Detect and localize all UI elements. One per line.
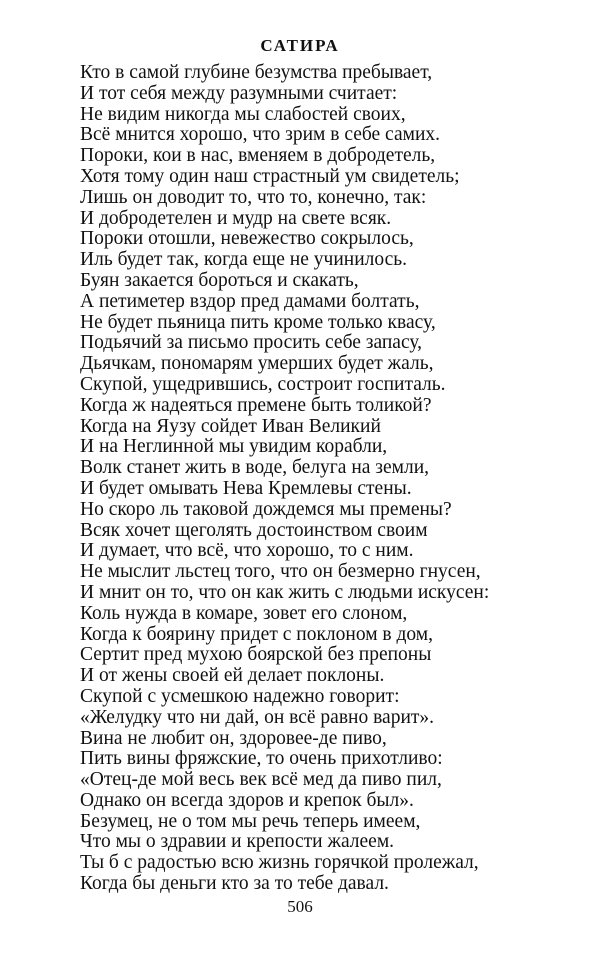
- poem-line: Когда на Яузу сойдет Иван Великий: [80, 415, 381, 437]
- page-number: 506: [287, 897, 313, 916]
- poem-line: Однако он всегда здоров и крепок был».: [80, 789, 414, 811]
- poem-line: Кто в самой глубине безумства пребывает,: [80, 62, 433, 83]
- poem-line: Когда бы деньги кто за то тебе давал.: [80, 873, 389, 895]
- poem-line: Но скоро ль таковой дождемся мы премены?: [80, 498, 452, 520]
- poem-line: И будет омывать Нева Кремлевы стены.: [80, 477, 412, 499]
- poem-line: И мнит он то, что он как жить с людьми искусен:: [80, 581, 490, 603]
- poem-line: Не мыслит льстец того, что он безмерно гнусен,: [80, 561, 481, 583]
- poem-line: И добродетелен и мудр на свете всяк.: [80, 207, 392, 229]
- poem-line: «Желудку что ни дай, он всё равно варит».: [80, 706, 435, 728]
- poem-line: Всяк хочет щеголять достоинством своим: [80, 519, 428, 541]
- poem-line: И думает, что всё, что хорошо, то с ним.: [80, 540, 414, 562]
- poem-body: [80, 63, 590, 895]
- poem-line: И на Неглинной мы увидим корабли,: [80, 436, 388, 458]
- poem-line: Когда ж надеяться премене быть толикой?: [80, 394, 432, 416]
- poem-line: И тот себя между разумными считает:: [80, 82, 398, 104]
- poem-line: Скупой, ущедрившись, сострoит госпиталь.: [80, 373, 446, 395]
- poem-line: Волк станет жить в воде, белуга на земли,: [80, 457, 430, 479]
- poem-line: А петиметер вздор пред дамами болтать,: [80, 290, 420, 312]
- poem-line: Иль будет так, когда еще не учинилось.: [80, 249, 408, 271]
- poem-line: Коль нужда в комаре, зовет его слоном,: [80, 602, 408, 624]
- poem-line: Безумец, не о том мы речь теперь имеем,: [80, 810, 421, 832]
- poem-line: Ты б с радостью всю жизнь горячкой пролежал,: [80, 852, 479, 874]
- poem-line: Буян закается бороться и скакать,: [80, 269, 359, 291]
- poem-line: И от жены своей ей делает поклоны.: [80, 665, 385, 687]
- poem-line: Пить вины фряжские, то очень прихотливо:: [80, 748, 443, 770]
- poem-line: Дьячкам, пономарям умерших будет жаль,: [80, 353, 434, 375]
- poem-line: Не будет пьяница пить кроме только квасу,: [80, 311, 436, 333]
- poem-line: «Отец-де мой весь век всё мед да пиво пил,: [80, 769, 442, 791]
- poem-title: САТИРА: [260, 36, 340, 55]
- poem-line: Хотя тому один наш страстный ум свидетель;: [80, 165, 460, 187]
- poem-line: Всё мнится хорошо, что зрим в себе самих.: [80, 124, 441, 146]
- poem-line: Когда к боярину придет с поклоном в дом,: [80, 623, 434, 645]
- poem-line: Сертит пред мухою боярской без препоны: [80, 644, 432, 666]
- poem-line: Скупой с усмешкою надежно говорит:: [80, 685, 400, 707]
- poem-line: Что мы о здравии и крепости жалеем.: [80, 831, 395, 853]
- poem-line: Не видим никогда мы слабостей своих,: [80, 103, 406, 125]
- poem-line: Пороки, кои в нас, вменяем в добродетель,: [80, 145, 436, 167]
- poem-line: Пороки отошли, невежество сокрылось,: [80, 228, 414, 250]
- poem-line: Подьячий за письмо просить себе запасу,: [80, 332, 423, 354]
- poem-line: Лишь он доводит то, что то, конечно, так:: [80, 186, 427, 208]
- poem-line: Вина не любит он, здоровее-де пиво,: [80, 727, 387, 749]
